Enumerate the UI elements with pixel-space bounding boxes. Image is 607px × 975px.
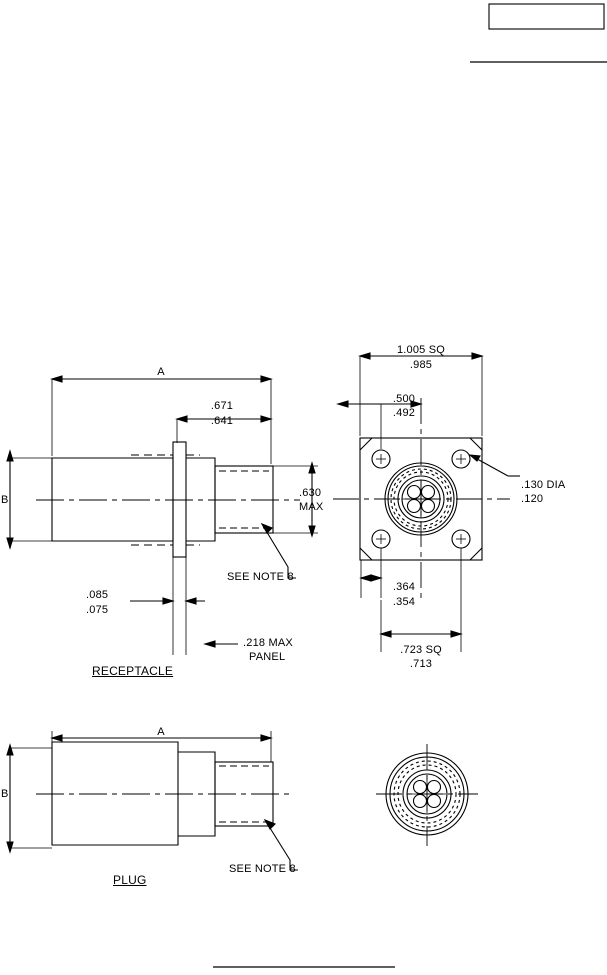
dim-label-panel: PANEL (249, 651, 286, 663)
contact-cavity (422, 486, 435, 499)
dim-label-630: .630 (299, 487, 322, 499)
arrowhead (451, 631, 461, 637)
contact-cavity (408, 500, 421, 513)
plug-contact (428, 795, 441, 808)
note-label-see-note-8-plug: SEE NOTE 8 (229, 863, 296, 875)
receptacle-rear-shell (215, 466, 273, 533)
arrowhead (7, 745, 13, 755)
arrowhead (361, 575, 371, 581)
dim-label-plug-A: A (157, 726, 165, 738)
dim-label-492: .492 (392, 407, 416, 419)
dim-label-671: .671 (210, 400, 234, 412)
dim-label-713: .713 (409, 658, 433, 670)
corner-chamfer (470, 438, 482, 450)
dim-label-641: .641 (210, 415, 234, 427)
plug-contact (414, 795, 427, 808)
arrowhead (338, 401, 348, 407)
corner-chamfer (360, 438, 372, 450)
dim-label-085: .085 (86, 589, 109, 601)
dim-label-500: .500 (392, 393, 416, 405)
note-label-see-note-8-receptacle: SEE NOTE 8 (227, 571, 294, 583)
corner-chamfer (360, 548, 372, 560)
dim-label-364: .364 (392, 581, 416, 593)
arrowhead (7, 538, 13, 548)
dim-label-218-max: .218 MAX (243, 637, 293, 649)
arrowhead (205, 641, 215, 647)
arrowhead (371, 575, 381, 581)
contact-cavity (422, 500, 435, 513)
arrowhead (261, 416, 271, 422)
dim-label-120: .120 (521, 493, 544, 505)
dim-label-plug-B: B (1, 788, 9, 800)
view-title-receptacle: RECEPTACLE (92, 664, 174, 678)
arrowhead (52, 376, 62, 382)
view-title-plug: PLUG (113, 873, 147, 887)
dim-label-985: .985 (409, 359, 433, 371)
arrowhead (52, 735, 62, 741)
receptacle-barrel (52, 458, 173, 541)
plug-barrel (52, 742, 178, 845)
arrowhead (360, 353, 370, 359)
contact-cavity (408, 486, 421, 499)
arrowhead (177, 416, 187, 422)
arrowhead (186, 598, 196, 604)
arrowhead (309, 526, 315, 536)
corner-chamfer (470, 548, 482, 560)
arrowhead (381, 631, 391, 637)
plug-contact (428, 781, 441, 794)
receptacle-midsection (186, 458, 215, 541)
arrowhead (261, 376, 271, 382)
plug-contact (414, 781, 427, 794)
dim-label-130-dia: .130 DIA (521, 479, 566, 491)
arrowhead (7, 842, 13, 852)
dim-label-1005-sq: 1.005 SQ (396, 344, 446, 356)
dim-label-630-max: MAX (299, 501, 324, 513)
dim-label-354: .354 (392, 596, 416, 608)
dim-label-075: .075 (86, 604, 109, 616)
dim-label-723-sq: .723 SQ (400, 644, 442, 656)
dim-label-receptacle-A: A (157, 366, 165, 378)
arrowhead (309, 463, 315, 473)
receptacle-flange (173, 442, 186, 557)
dim-label-receptacle-B: B (1, 494, 9, 506)
header-box (489, 4, 604, 29)
arrowhead (7, 451, 13, 461)
arrowhead (472, 353, 482, 359)
arrowhead (261, 735, 271, 741)
